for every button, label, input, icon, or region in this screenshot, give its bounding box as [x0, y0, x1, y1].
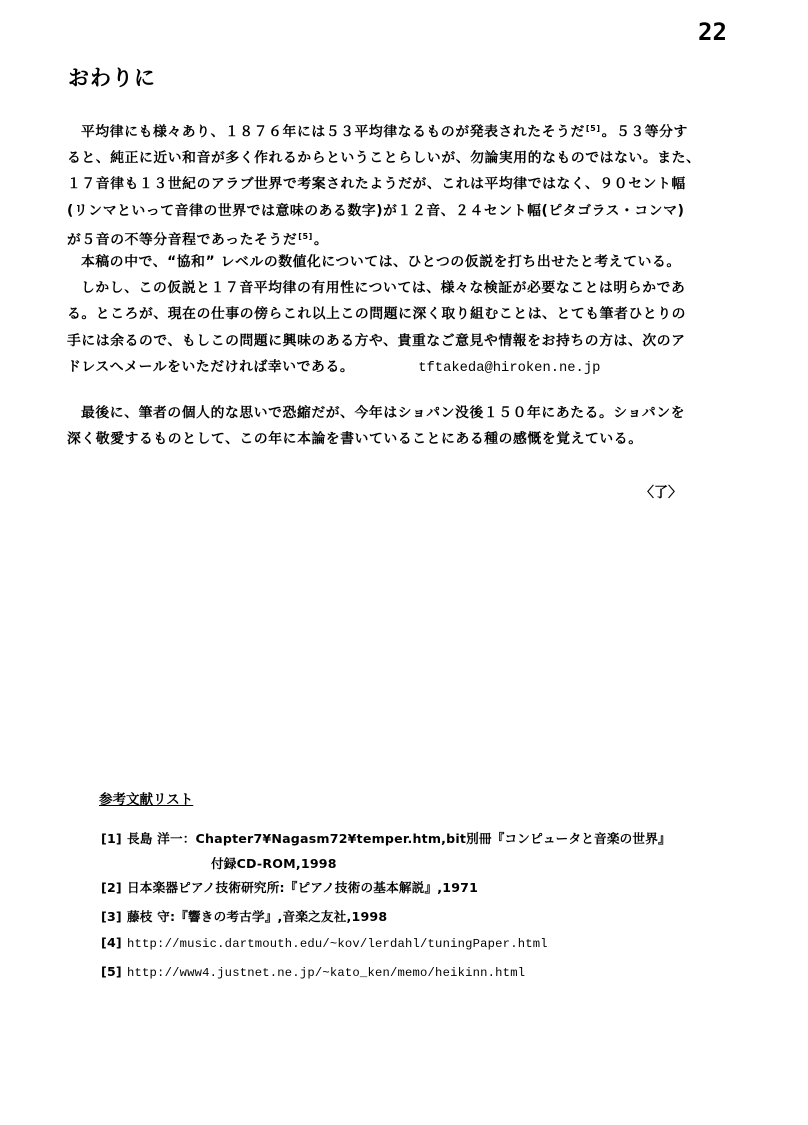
end-mark: 〈了〉 [640, 485, 682, 501]
reference-number: [5] [101, 964, 122, 979]
reference-url[interactable]: http://music.dartmouth.edu/~kov/lerdahl/tuningPaper.html [127, 937, 548, 951]
reference-text-continued: 付録CD-ROM,1998 [211, 856, 337, 871]
paragraph-temperaments [67, 116, 727, 253]
reference-url[interactable]: http://www4.justnet.ne.jp/~kato_ken/memo/heikinn.html [127, 966, 526, 980]
reference-text: 日本楽器ピアノ技術研究所:『ピアノ技術の基本解説』,1971 [127, 880, 479, 895]
reference-item [101, 935, 548, 951]
text-line: ると、純正に近い和音が多く作れるからということらしいが、勿論実用的なものではない。また、 [67, 150, 701, 167]
reference-number: [2] [101, 880, 122, 895]
email-address[interactable]: tftakeda@hiroken.ne.jp [418, 360, 601, 376]
reference-number: [3] [101, 909, 122, 924]
text-line: (リンマといって音律の世界では意味のある数字)が１２音、２４セント幅(ピタゴラス・コンマ) [67, 202, 685, 219]
text-line: が５音の不等分音程であったそうだ[5]。 [67, 231, 329, 248]
text-line: 深く敬愛するものとして、この年に本論を書いていることにある種の感慨を覚えている。 [67, 431, 643, 448]
paragraph-hypothesis [67, 249, 727, 382]
text-line: しかし、この仮説と１７音平均律の有用性については、様々な検証が必要なことは明らかであ [81, 280, 686, 297]
text-line: 平均律にも様々あり、１８７６年には５３平均律なるものが発表されたそうだ[5]。５３等分す [81, 124, 688, 140]
text-line: ドレスへメールをいただければ幸いである。 tftakeda@hiroken.ne.jp [67, 358, 601, 376]
reference-number: [1] [101, 831, 122, 846]
reference-item [101, 828, 671, 872]
citation-mark: [5] [298, 231, 313, 241]
reference-number: [4] [101, 935, 122, 950]
text-line: 手には余るので、もしこの問題に興味のある方や、貴重なご意見や情報をお持ちの方は、次のア [67, 332, 686, 349]
citation-mark: [5] [585, 124, 601, 133]
text-line: 最後に、筆者の個人的な思いで恐縮だが、今年はショパン没後１５０年にあたる。ショパンを [81, 405, 686, 421]
section-heading: おわりに [68, 66, 156, 90]
reference-item [101, 964, 525, 980]
reference-item [101, 877, 478, 896]
page-number: 22 [698, 18, 727, 46]
references-title: 参考文献リスト [99, 792, 194, 808]
reference-item [101, 906, 387, 925]
text-line: る。ところが、現在の仕事の傍らこれ以上この問題に深く取り組むことは、とても筆者ひとりの [67, 306, 687, 323]
text-line: １７音律も１３世紀のアラブ世界で考案されたようだが、これは平均律ではなく、９０セント幅 [67, 176, 686, 193]
paragraph-chopin [67, 400, 727, 452]
text-line: 本稿の中で、“協和” レベルの数値化については、ひとつの仮説を打ち出せたと考えている。 [81, 254, 681, 270]
reference-text: 長島 洋一：Chapter7¥Nagasm72¥temper.htm,bit別冊『コンピュータと音楽の世界』 [127, 831, 671, 846]
reference-text: 藤枝 守:『響きの考古学』,音楽之友社,1998 [127, 909, 388, 924]
